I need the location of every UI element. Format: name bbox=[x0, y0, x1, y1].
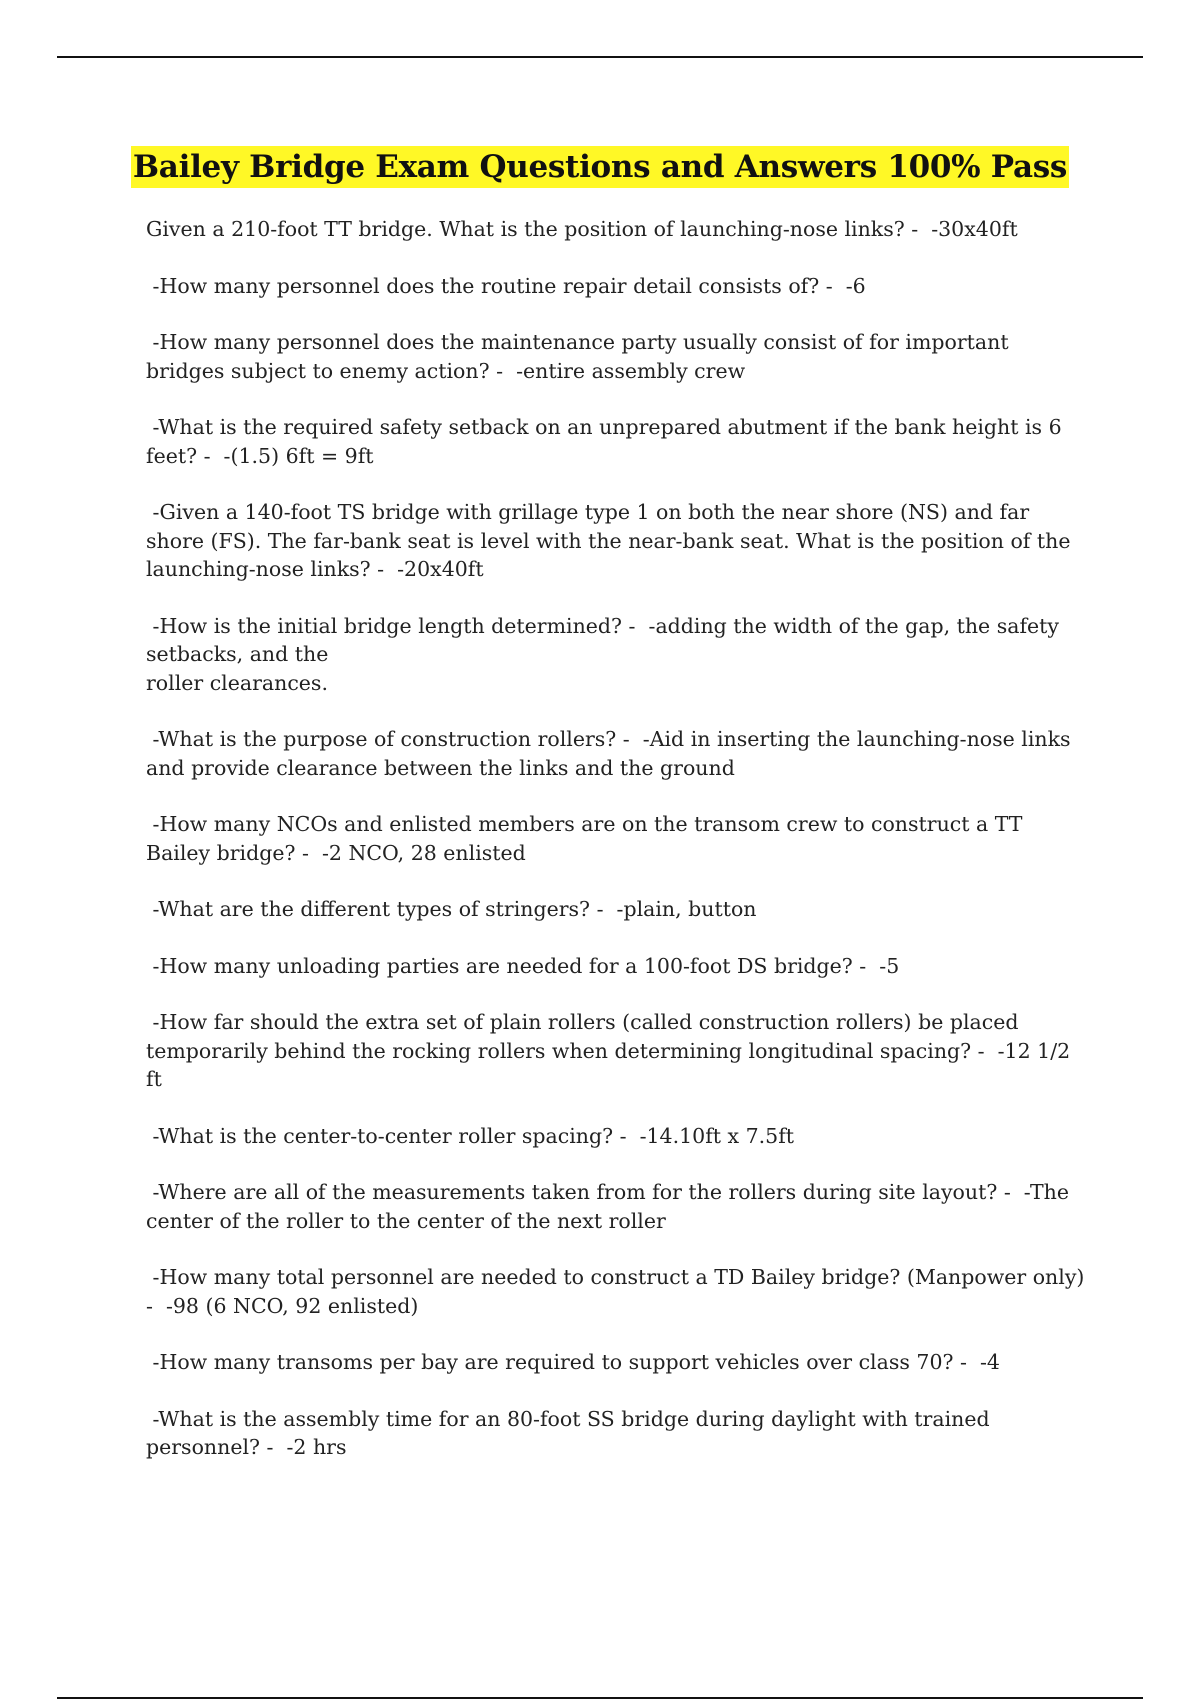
qa-item: -How many personnel does the routine repair detail consists of? - -6 bbox=[146, 273, 866, 298]
qa-item: -What is the purpose of construction rollers? - -Aid in inserting the launching-nose links and provide clearance between the links and the ground bbox=[146, 727, 1078, 780]
page-title: Bailey Bridge Exam Questions and Answers 100% Pass bbox=[131, 146, 1069, 188]
qa-item: -What is the required safety setback on an unprepared abutment if the bank height is 6 feet? - -(1.5) 6ft = 9ft bbox=[146, 415, 1069, 468]
qa-item: -Where are all of the measurements taken from for the rollers during site layout? - -The center of the roller to the center of the next roller bbox=[146, 1180, 1076, 1233]
title-container bbox=[0, 146, 1200, 188]
qa-item: -How many NCOs and enlisted members are on the transom crew to construct a TT Bailey bridge? - -2 NCO, 28 enlisted bbox=[146, 812, 1030, 865]
qa-item: -How many total personnel are needed to construct a TD Bailey bridge? (Manpower only) - -98 (6 NCO, 92 enlisted) bbox=[146, 1265, 1091, 1318]
qa-item: Given a 210-foot TT bridge. What is the position of launching-nose links? - -30x40ft bbox=[146, 217, 1018, 241]
qa-item: -How is the initial bridge length determined? - -adding the width of the gap, the safety setbacks, and the roller clearances. bbox=[146, 613, 1059, 695]
qa-item: -What is the center-to-center roller spacing? - -14.10ft x 7.5ft bbox=[146, 1123, 795, 1148]
qa-item: -What are the different types of stringers? - -plain, button bbox=[146, 897, 757, 921]
top-rule bbox=[57, 56, 1143, 58]
question-list bbox=[146, 215, 1091, 1490]
bottom-rule bbox=[57, 1697, 1143, 1699]
qa-item: -Given a 140-foot TS bridge with grillage type 1 on both the near shore (NS) and far shore (FS). The far-bank seat is level with the near-bank seat. What is the position of the launching-nose links? - -20x40ft bbox=[146, 500, 1077, 581]
qa-item: -How many unloading parties are needed for a 100-foot DS bridge? - -5 bbox=[146, 953, 900, 978]
qa-item: -How many personnel does the maintenance party usually consist of for important bridges subject to enemy action? - -entire assembly crew bbox=[146, 330, 1016, 383]
qa-item: -How many transoms per bay are required to support vehicles over class 70? - -4 bbox=[146, 1350, 1000, 1374]
qa-item: -How far should the extra set of plain rollers (called construction rollers) be placed temporarily behind the rocking rollers when determining longitudinal spacing? - -12 1/2 ft bbox=[146, 1010, 1077, 1091]
qa-item: -What is the assembly time for an 80-foot SS bridge during daylight with trained personnel? - -2 hrs bbox=[146, 1406, 997, 1459]
